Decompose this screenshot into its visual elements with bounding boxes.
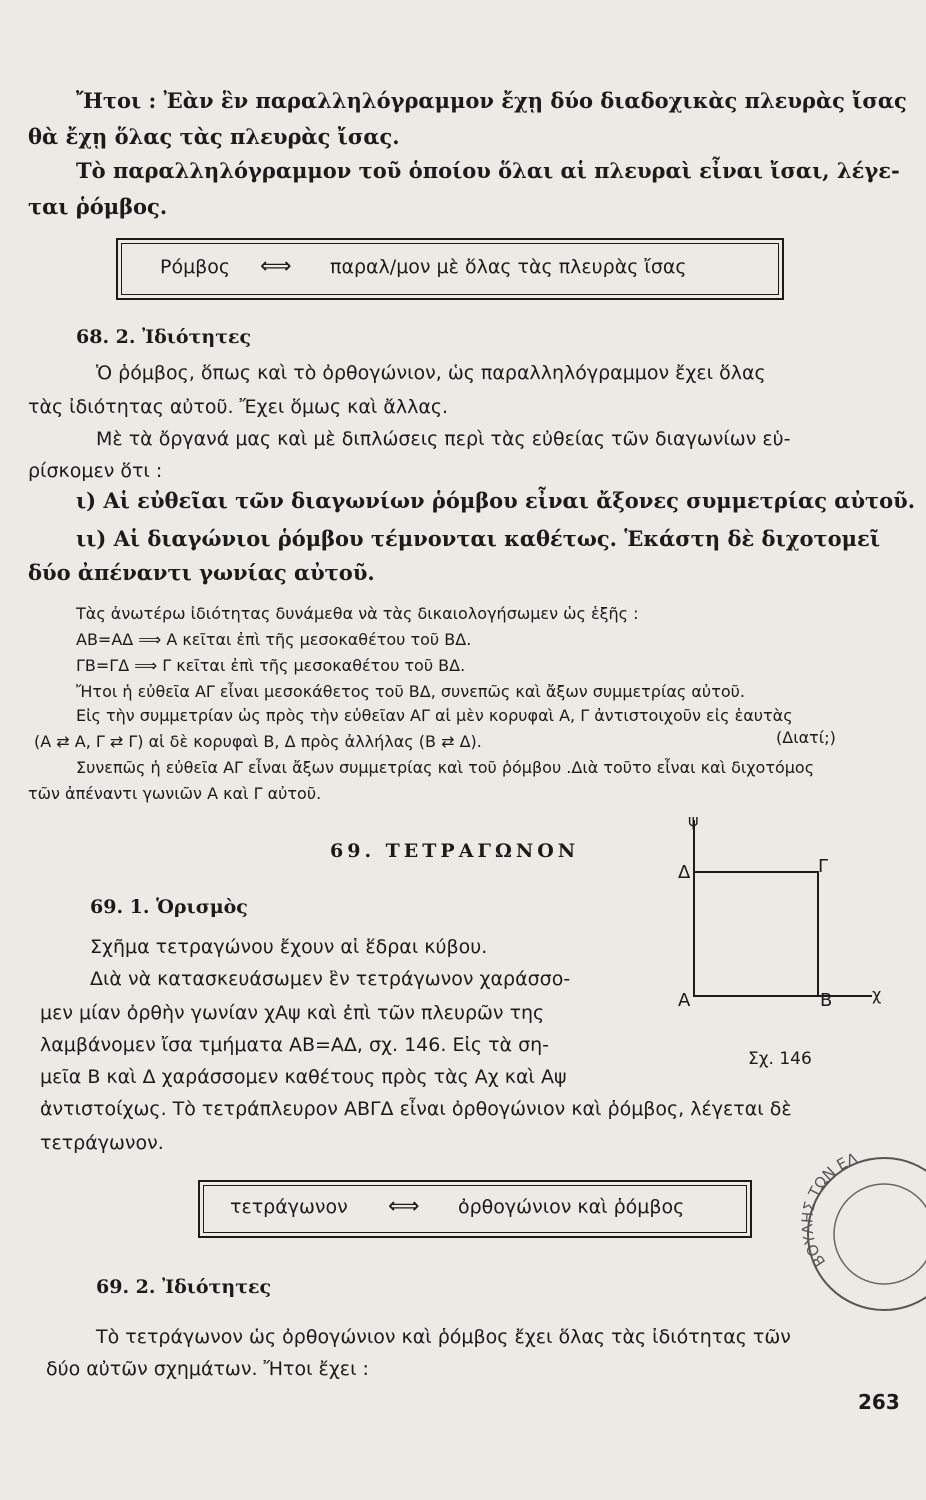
square-props-line-1: Τὸ τετράγωνον ὡς ὀρθογώνιον καὶ ῥόμβος ἔχει ὅλας τὰς ἰδιότητας τῶν [96, 1326, 791, 1348]
label-chi: χ [872, 985, 882, 1004]
proof-line-6: (Α ⇄ Α, Γ ⇄ Γ) αἱ δὲ κορυφαὶ Β, Δ πρὸς ἀλλήλας (Β ⇄ Δ). [34, 732, 482, 751]
rhombus-definition-box [116, 238, 784, 300]
rhombus-props-line-1: Ὁ ῥόμβος, ὅπως καὶ τὸ ὀρθογώνιον, ὡς παραλληλόγραμμον ἔχει ὅλας [96, 362, 766, 384]
square-def-line-2: Διὰ νὰ κατασκευάσωμεν ἓν τετράγωνον χαράσσο- [90, 968, 571, 990]
proof-line-1: Τὰς ἀνωτέρω ἰδιότητας δυνάμεθα νὰ τὰς δικαιολογήσωμεν ὡς ἑξῆς : [76, 604, 639, 623]
proof-line-5: Εἰς τὴν συμμετρίαν ὡς πρὸς τὴν εὐθεῖαν ΑΓ αἱ μὲν κορυφαὶ Α, Γ ἀντιστοιχοῦν εἰς ἑαυτὰς [76, 706, 793, 725]
label-beta: Β [820, 990, 833, 1011]
proof-why-note: (Διατί;) [776, 728, 836, 747]
intro-line-1: Ἤτοι : Ἐὰν ἓν παραλληλόγραμμον ἔχῃ δύο διαδοχικὰς πλευρὰς ἴσας [76, 88, 907, 113]
equivalence-arrow-icon-2: ⟺ [388, 1194, 420, 1219]
square-abgd [694, 872, 818, 996]
section-69-2-heading: 69. 2. Ἰδιότητες [96, 1276, 272, 1298]
box2-right-term: ὀρθογώνιον καὶ ῥόμβος [458, 1196, 685, 1218]
rhombus-props-line-3: Μὲ τὰ ὄργανά μας καὶ μὲ διπλώσεις περὶ τὰς εὐθείας τῶν διαγωνίων εὑ- [96, 428, 791, 450]
proof-line-8: τῶν ἀπέναντι γωνιῶν Α καὶ Γ αὐτοῦ. [28, 784, 322, 803]
square-def-line-1: Σχῆμα τετραγώνου ἔχουν αἱ ἕδραι κύβου. [90, 936, 488, 958]
proof-line-7: Συνεπῶς ἡ εὐθεῖα ΑΓ εἶναι ἄξων συμμετρίας καὶ τοῦ ῥόμβου .Διὰ τοῦτο εἶναι καὶ διχοτόμος [76, 758, 815, 777]
box1-right-term: παραλ/μον μὲ ὅλας τὰς πλευρὰς ἴσας [330, 256, 687, 278]
svg-text:ΒΟΥΛΗΣ ΤΩΝ ΕΛ [798, 1150, 860, 1270]
section-68-2-heading: 68. 2. Ἰδιότητες [76, 326, 252, 348]
intro-line-3: Τὸ παραλληλόγραμμον τοῦ ὁποίου ὅλαι αἱ πλευραὶ εἶναι ἴσαι, λέγε- [76, 158, 900, 183]
square-def-line-5: μεῖα Β καὶ Δ χαράσσομεν καθέτους πρὸς τὰς Αχ καὶ Αψ [40, 1066, 567, 1088]
intro-line-2: θὰ ἔχῃ ὅλας τὰς πλευρὰς ἴσας. [28, 124, 400, 149]
square-props-line-2: δύο αὐτῶν σχημάτων. Ἤτοι ἔχει : [46, 1358, 369, 1380]
stamp-text: ΒΟΥΛΗΣ ΤΩΝ ΕΛ [798, 1150, 860, 1270]
square-def-line-3: μεν μίαν ὀρθὴν γωνίαν χΑψ καὶ ἐπὶ τῶν πλευρῶν της [40, 1002, 545, 1024]
square-definition-box [198, 1180, 752, 1238]
property-ii-line-2: δύο ἀπέναντι γωνίας αὐτοῦ. [28, 560, 375, 585]
property-ii-line-1: ιι) Αἱ διαγώνιοι ῥόμβου τέμνονται καθέτως. Ἑκάστη δὲ διχοτομεῖ [76, 526, 880, 551]
rhombus-props-line-4: ρίσκομεν ὅτι : [28, 460, 163, 482]
proof-line-2: ΑΒ=ΑΔ ⟹ Α κεῖται ἐπὶ τῆς μεσοκαθέτου τοῦ ΒΔ. [76, 630, 472, 649]
square-def-line-4: λαμβάνομεν ἴσα τμήματα ΑΒ=ΑΔ, σχ. 146. Εἰς τὰ ση- [40, 1034, 550, 1056]
proof-line-4: Ἤτοι ἡ εὐθεῖα ΑΓ εἶναι μεσοκάθετος τοῦ ΒΔ, συνεπῶς καὶ ἄξων συμμετρίας αὐτοῦ. [76, 682, 745, 701]
label-gamma: Γ [818, 856, 829, 877]
section-69-1-heading: 69. 1. Ὁρισμὸς [90, 896, 248, 918]
proof-line-3: ΓΒ=ΓΔ ⟹ Γ κεῖται ἐπὶ τῆς μεσοκαθέτου τοῦ ΒΔ. [76, 656, 466, 675]
section-69-title: 69. ΤΕΤΡΑΓΩΝΟΝ [330, 840, 580, 862]
label-delta: Δ [678, 862, 691, 883]
box1-left-term: Ρόμβος [160, 256, 231, 278]
rhombus-props-line-2: τὰς ἰδιότητας αὐτοῦ. Ἔχει ὅμως καὶ ἄλλας. [28, 396, 449, 418]
page-number: 263 [858, 1390, 900, 1414]
figure-146-square [660, 800, 900, 1100]
square-def-line-6: ἀντιστοίχως. Τὸ τετράπλευρον ΑΒΓΔ εἶναι ὀρθογώνιον καὶ ῥόμβος, λέγεται δὲ [40, 1098, 792, 1120]
square-def-line-7: τετράγωνον. [40, 1132, 164, 1154]
label-alpha: Α [678, 990, 691, 1011]
library-stamp-seal [774, 1150, 926, 1320]
label-psi: ψ [688, 811, 699, 830]
property-i: ι) Αἱ εὐθεῖαι τῶν διαγωνίων ῥόμβου εἶναι ἄξονες συμμετρίας αὐτοῦ. [76, 488, 916, 513]
equivalence-arrow-icon: ⟺ [260, 254, 292, 279]
box2-left-term: τετράγωνον [230, 1196, 348, 1218]
intro-line-4: ται ῥόμβος. [28, 194, 168, 219]
figure-caption: Σχ. 146 [748, 1049, 812, 1069]
